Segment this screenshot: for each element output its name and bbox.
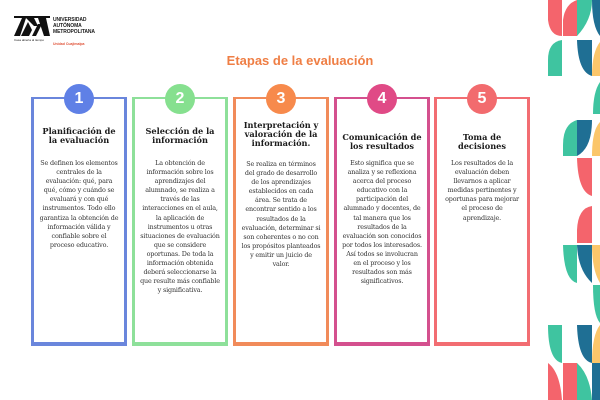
stage-card-3 — [233, 90, 329, 346]
logo-tagline: Casa abierta al tiempo — [14, 38, 45, 42]
university-line: AUTÓNOMA — [53, 23, 82, 29]
stage-description: La obtención de información sobre los aprendizajes del alumnado, se realiza a través de las interacciones en el aula, la aplicación de instrumentos u otras situaciones de evaluación que se considere oportunas. De toda la información obtenida deberá seleccionarse la que resulte más confiable y significativa. — [140, 159, 220, 295]
uam-emblem-icon — [14, 16, 50, 36]
university-line: METROPOLITANA — [53, 29, 95, 35]
stage-number-badge: 1 — [64, 84, 94, 114]
stage-number-badge: 5 — [467, 84, 497, 114]
stage-number-badge: 2 — [165, 84, 195, 114]
stage-number-badge: 4 — [367, 84, 397, 114]
uam-logo — [14, 16, 104, 46]
stage-number-badge: 3 — [266, 84, 296, 114]
stage-card-4 — [334, 90, 430, 346]
stage-title: Interpretación y valoración de la información. — [243, 120, 319, 148]
stage-description: Se realiza en términos del grado de desarrollo de los aprendizajes establecidos en cada área. Se trata de encontrar sentido a los resultados de la evaluación, determinar si son coherentes o no con los propósitos planteados y emitir un juicio de valor. — [241, 160, 321, 269]
stage-card-2 — [132, 90, 228, 346]
stage-description: Los resultados de la evaluación deben llevarnos a aplicar medidas pertinentes y oportunas para mejorar el proceso de aprendizaje. — [445, 159, 519, 222]
stage-title: Toma de decisiones — [458, 132, 506, 151]
decorative-pattern-icon — [540, 0, 600, 400]
university-name — [53, 17, 95, 35]
stage-card-5 — [434, 90, 530, 346]
page-title: Etapas de la evaluación — [226, 53, 374, 68]
university-line: UNIVERSIDAD — [53, 17, 87, 23]
stage-card-1 — [31, 90, 127, 346]
stage-title: Planificación de la evaluación — [42, 126, 116, 145]
stage-description: Esto significa que se analiza y se reflexiona acerca del proceso educativo con la participación del alumnado y docentes, de tal manera que los resultados de la evaluación son conocidos por todos los interesados. Así todos se involucran en el proceso y los resultados son más significativos. — [342, 159, 422, 286]
stage-title: Comunicación de los resultados — [342, 132, 422, 151]
stage-description: Se definen los elementos centrales de la evaluación: qué, para qué, cómo y cuándo se evaluará y con qué instrumentos. Todo ello garantiza la obtención de información válida y confiable sobre el proceso educativo. — [39, 159, 119, 249]
unit-name: Unidad Cuajimalpa — [53, 42, 85, 46]
stage-title: Selección de la información — [145, 126, 215, 145]
